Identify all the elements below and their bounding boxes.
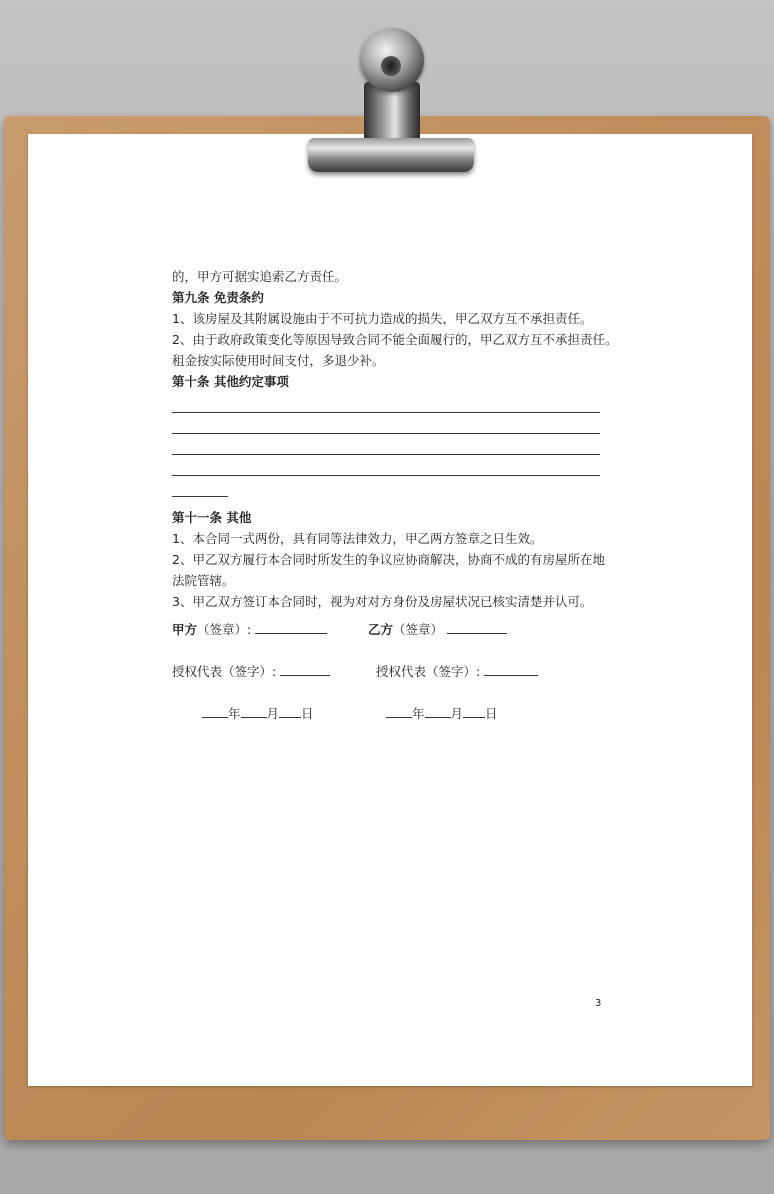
contract-text: [172, 266, 618, 612]
party-b-suffix: （签章）: [393, 622, 444, 637]
year-label: 年: [412, 706, 425, 721]
year-blank[interactable]: [386, 705, 412, 718]
fill-in-line-short[interactable]: [172, 476, 228, 497]
party-a-label: 甲方: [172, 622, 198, 637]
text-line: 的，甲方可据实追索乙方责任。: [172, 269, 348, 284]
section-heading-11: 第十一条 其他: [172, 510, 252, 525]
month-label: 月: [450, 706, 464, 721]
party-b-signature: [368, 620, 507, 638]
party-b-label: 乙方: [368, 622, 394, 637]
rep-b-signature: [376, 662, 538, 680]
day-blank[interactable]: [279, 705, 301, 718]
text-line: 2、甲乙双方履行本合同时所发生的争议应协商解决，协商不成的有房屋所在地: [172, 552, 605, 567]
year-blank[interactable]: [202, 705, 228, 718]
fill-in-line[interactable]: [172, 455, 600, 476]
rep-b-label: 授权代表（签字）:: [376, 664, 481, 679]
day-label: 日: [301, 706, 314, 721]
text-line: 租金按实际使用时间支付，多退少补。: [172, 353, 385, 368]
fill-in-line[interactable]: [172, 413, 600, 434]
rep-a-signature: [172, 662, 330, 680]
page-number: 3: [595, 998, 602, 1009]
month-label: 月: [266, 706, 280, 721]
party-a-sign-blank[interactable]: [255, 621, 327, 634]
month-blank[interactable]: [425, 705, 451, 718]
section-heading-10: 第十条 其他约定事项: [172, 374, 289, 389]
rep-a-label: 授权代表（签字）:: [172, 664, 277, 679]
section-heading-9: 第九条 免责条约: [172, 290, 264, 305]
text-line: 1、该房屋及其附属设施由于不可抗力造成的损失，甲乙双方互不承担责任。: [172, 311, 593, 326]
text-line: 1、本合同一式两份，具有同等法律效力，甲乙两方签章之日生效。: [172, 531, 543, 546]
text-line: 法院管辖。: [172, 573, 235, 588]
party-a-suffix: （签章）:: [197, 622, 252, 637]
day-label: 日: [485, 706, 498, 721]
text-line: 2、由于政府政策变化等原因导致合同不能全面履行的，甲乙双方互不承担责任。: [172, 332, 618, 347]
month-blank[interactable]: [241, 705, 267, 718]
date-b: [386, 704, 498, 722]
party-a-signature: [172, 620, 327, 638]
clip-hole: [381, 56, 401, 76]
text-line: 3、甲乙双方签订本合同时，视为对对方身份及房屋状况已核实清楚并认可。: [172, 594, 593, 609]
fill-in-line[interactable]: [172, 392, 600, 413]
rep-a-sign-blank[interactable]: [280, 663, 330, 676]
binder-clip: [308, 138, 474, 172]
day-blank[interactable]: [463, 705, 485, 718]
rep-b-sign-blank[interactable]: [484, 663, 538, 676]
fill-in-line[interactable]: [172, 434, 600, 455]
date-a: [202, 704, 314, 722]
party-b-sign-blank[interactable]: [447, 621, 507, 634]
year-label: 年: [228, 706, 241, 721]
